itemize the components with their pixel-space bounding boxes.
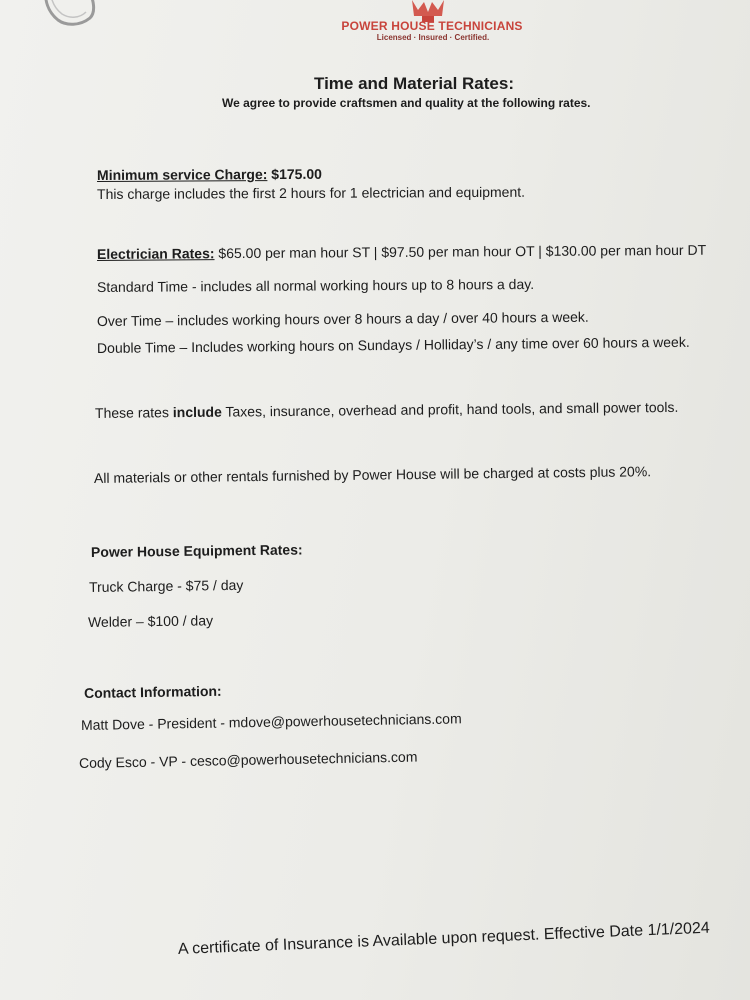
page-title: Time and Material Rates: [314,74,514,93]
paper-clip-icon [40,0,96,34]
contact-president: Matt Dove - President - mdove@powerhousetechnicians.com [80,710,462,733]
rates-include-suffix: Taxes, insurance, overhead and profit, hand tools, and small power tools. [221,398,679,420]
company-logo [330,0,540,48]
electrician-rates-line [97,242,706,262]
truck-charge-text: Truck Charge - $75 / day [88,576,244,595]
minimum-charge-label: Minimum service Charge: [96,166,268,183]
standard-time-text: Standard Time - includes all normal working hours up to 8 hours a day. [96,275,535,295]
contact-vp: Cody Esco - VP - cesco@powerhousetechnicians.com [78,748,418,771]
double-time-text: Double Time – Includes working hours on Sundays / Holliday’s / any time over 60 hours a week. [96,333,690,356]
materials-text: All materials or other rentals furnished by Power House will be charged at costs plus 20%. [93,463,652,486]
minimum-charge-value: $175.00 [267,165,322,183]
logo-company-name: POWER HOUSE TECHNICIANS [341,19,523,33]
electrician-rates-value: $65.00 per man hour ST | $97.50 per man hour OT | $130.00 per man hour DT [214,241,707,262]
minimum-charge-description: This charge includes the first 2 hours for 1 electrician and equipment. [96,183,526,202]
over-time-text: Over Time – includes working hours over 8 hours a day / over 40 hours a week. [96,308,589,329]
rates-include-line [95,399,679,421]
equipment-heading: Power House Equipment Rates: [90,541,303,560]
logo-tagline: Licensed · Insured · Certified. [376,33,490,42]
electrician-rates-label: Electrician Rates: [96,245,215,262]
rates-include-emphasis: include [172,403,222,421]
minimum-charge-line [97,166,322,183]
welder-charge-text: Welder – $100 / day [87,612,214,630]
contact-heading: Contact Information: [83,682,222,701]
footer-note: A certificate of Insurance is Available upon request. Effective Date 1/1/2024 [177,919,711,958]
rates-include-prefix: These rates [94,404,173,421]
page-subtitle: We agree to provide craftsmen and quality at the following rates. [222,96,591,110]
